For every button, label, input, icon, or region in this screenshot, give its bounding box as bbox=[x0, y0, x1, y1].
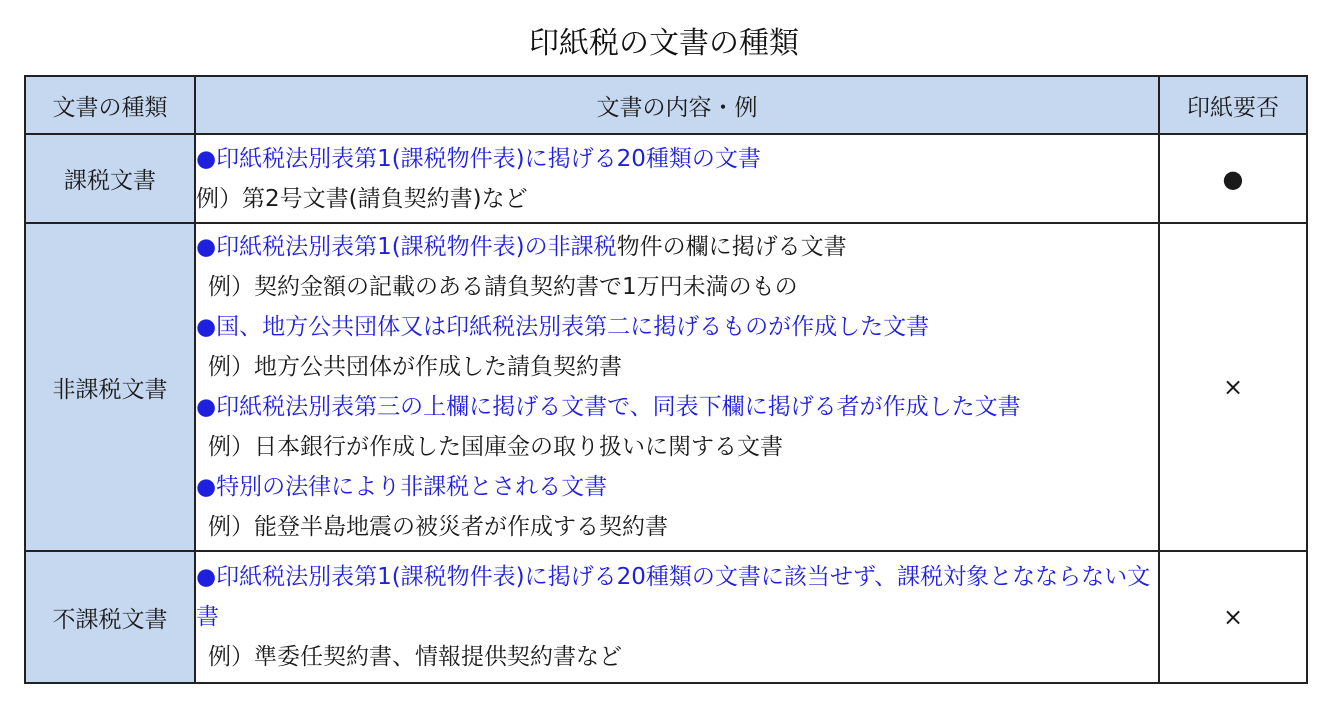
content-line bbox=[196, 557, 1158, 637]
content-text-highlight: ●印紙税法別表第1(課税物件表)に掲げる20種類の文書 bbox=[196, 145, 761, 172]
content-example: 例）契約金額の記載のある請負契約書で1万円未満のもの bbox=[208, 274, 798, 300]
content-line bbox=[196, 227, 1158, 267]
table-row-non-subject bbox=[25, 551, 1307, 683]
content-cell-taxable bbox=[195, 134, 1159, 223]
content-text-highlight: ●印紙税法別表第1(課税物件表)の非課税 bbox=[196, 234, 617, 260]
content-cell-non-subject bbox=[195, 551, 1159, 683]
content-text-highlight: ●印紙税法別表第三の上欄に掲げる文書で、同表下欄に掲げる者が作成した文書 bbox=[196, 394, 1021, 420]
table-row-non-taxable bbox=[25, 223, 1307, 551]
stamp-required-mark: ● bbox=[1159, 134, 1307, 223]
header-kind: 文書の種類 bbox=[25, 76, 195, 134]
content-text-highlight: ●国、地方公共団体又は印紙税法別表第二に掲げるものが作成した文書 bbox=[196, 314, 930, 340]
kind-cell-non-taxable: 非課税文書 bbox=[25, 223, 195, 551]
content-example: 例）能登半島地震の被災者が作成する契約書 bbox=[208, 514, 668, 540]
content-text-highlight: ●特別の法律により非課税とされる文書 bbox=[196, 474, 608, 500]
content-example: 例）地方公共団体が作成した請負契約書 bbox=[208, 354, 622, 380]
table-header-row bbox=[25, 76, 1307, 134]
content-cell-non-taxable bbox=[195, 223, 1159, 551]
content-line bbox=[196, 387, 1158, 427]
table-row-taxable bbox=[25, 134, 1307, 223]
kind-cell-taxable: 課税文書 bbox=[25, 134, 195, 223]
content-example: 例）準委任契約書、情報提供契約書など bbox=[208, 644, 622, 670]
content-line bbox=[196, 307, 1158, 347]
document-types-table bbox=[24, 75, 1308, 684]
header-stamp: 印紙要否 bbox=[1159, 76, 1307, 134]
content-line bbox=[196, 467, 1158, 507]
page-title: 印紙税の文書の種類 bbox=[529, 26, 799, 61]
stamp-not-required-mark: × bbox=[1159, 223, 1307, 551]
kind-cell-non-subject: 不課税文書 bbox=[25, 551, 195, 683]
content-example: 例）第2号文書(請負契約書)など bbox=[196, 185, 528, 212]
stamp-not-required-mark: × bbox=[1159, 551, 1307, 683]
content-text: 物件の欄に掲げる文書 bbox=[616, 234, 847, 260]
content-line bbox=[196, 139, 1158, 179]
content-text-highlight: ●印紙税法別表第1(課税物件表)に掲げる20種類の文書に該当せず、課税対象となならない文書 bbox=[196, 564, 1151, 630]
content-example: 例）日本銀行が作成した国庫金の取り扱いに関する文書 bbox=[208, 434, 783, 460]
header-content: 文書の内容・例 bbox=[195, 76, 1159, 134]
